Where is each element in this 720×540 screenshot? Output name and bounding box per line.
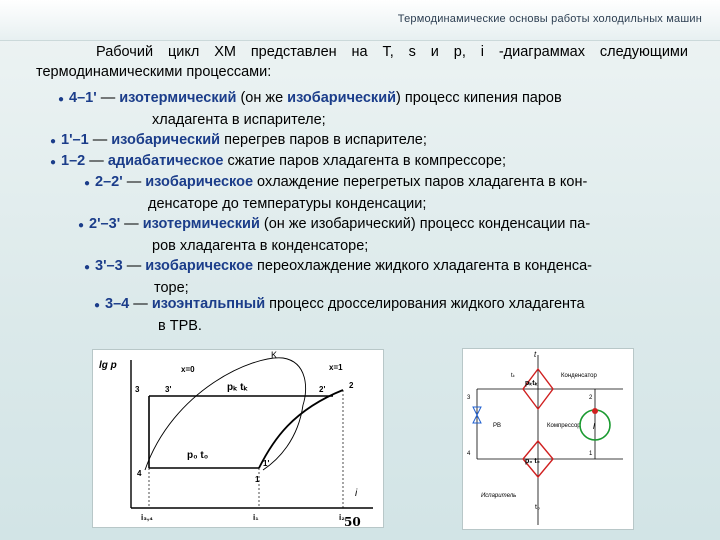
i34-label: i₃,₄ <box>141 513 153 522</box>
condensing-pressure-label: pₖ tₖ <box>227 382 248 393</box>
node-1-label: 1 <box>589 451 593 457</box>
tk-label: tₖ <box>511 373 516 379</box>
point-1p-label: 1' <box>263 459 270 468</box>
point-4-label: 4 <box>137 469 142 478</box>
item-text-line2: хладагента в испарителе; <box>152 112 326 128</box>
bullet-icon: ● <box>58 94 65 105</box>
evaporator-label: Испаритель <box>481 493 517 499</box>
item-text-line2: в ТРВ. <box>158 318 202 334</box>
process-label: 2–2' <box>95 174 123 190</box>
point-3p-label: 3' <box>165 385 172 394</box>
slide-header <box>0 0 720 41</box>
list-item <box>58 88 562 130</box>
point-3-label: 3 <box>135 385 140 394</box>
x1-label: x=1 <box>329 363 343 372</box>
keyword: изотермический <box>119 90 237 106</box>
list-item <box>84 256 592 298</box>
bullet-icon: ● <box>84 178 91 189</box>
dash: — <box>122 258 146 274</box>
item-text: охлаждение перегретых паров хладагента в кон- <box>253 174 588 190</box>
item-text: перегрев паров в испарителе; <box>220 132 427 148</box>
node-2-label: 2 <box>589 395 593 401</box>
node-4-label: 4 <box>467 451 471 457</box>
lgp-i-diagram-svg <box>93 350 383 527</box>
keyword: изоэнтальпный <box>151 296 266 312</box>
item-text: (он же <box>236 90 288 106</box>
item-text-line2: торе; <box>154 280 189 296</box>
page-number: 50 <box>344 515 361 529</box>
dash: — <box>122 174 146 190</box>
work-label: l <box>593 422 595 431</box>
expansion-valve-label: РВ <box>493 423 502 429</box>
compression-line <box>259 390 343 468</box>
dash: — <box>129 296 152 312</box>
x-axis-label: i <box>355 488 358 499</box>
point-1-label: 1 <box>255 475 260 484</box>
item-text-line2: денсаторе до температуры конденсации; <box>148 196 427 212</box>
discharge-marker <box>592 408 598 414</box>
bullet-icon: ● <box>94 300 101 311</box>
process-label: 3–4 <box>105 296 130 312</box>
header-title: Термодинамические основы работы холодильных машин <box>397 13 702 25</box>
bullet-icon: ● <box>78 220 85 231</box>
i1-label: i₁ <box>253 513 259 522</box>
process-label: 2'–3' <box>89 216 121 232</box>
list-item <box>50 130 427 152</box>
process-label: 1–2 <box>61 153 86 169</box>
keyword: изобарическое <box>145 258 254 274</box>
process-label: 1'–1 <box>61 132 89 148</box>
critical-point-label: K <box>271 350 278 360</box>
evaporating-pressure-label: p₀ t₀ <box>187 450 209 461</box>
node-3-label: 3 <box>467 395 471 401</box>
item-text: переохлаждение жидкого хладагента в конденса- <box>253 258 592 274</box>
p0-t0-label: p₀ t₀ <box>525 458 540 465</box>
keyword: адиабатическое <box>107 153 224 169</box>
bullet-icon: ● <box>50 136 57 147</box>
y-axis-label: lg p <box>99 360 117 371</box>
t0-label: t₀ <box>535 504 540 511</box>
keyword: изобарический <box>287 90 397 106</box>
dash: — <box>96 90 120 106</box>
bullet-icon: ● <box>50 157 57 168</box>
list-item <box>84 172 587 214</box>
lgp-i-diagram <box>92 349 384 528</box>
keyword: изобарический <box>111 132 221 148</box>
process-label: 3'–3 <box>95 258 123 274</box>
item-text: ) процесс кипения паров <box>396 90 562 106</box>
dash: — <box>85 153 108 169</box>
t-axis-label: t <box>534 350 537 359</box>
compressor-label: Компрессор <box>547 423 581 429</box>
process-label: 4–1' <box>69 90 97 106</box>
item-text-line2: ров хладагента в конденсаторе; <box>152 238 369 254</box>
intro-paragraph <box>36 42 688 82</box>
item-text: (он же изобарический) процесс конденсации па- <box>259 216 591 232</box>
intro-text: Рабочий цикл ХМ представлен на T, s и p, i -диаграммах следующими термодинамическими процессами: <box>36 44 688 80</box>
list-item <box>50 151 506 173</box>
point-2-label: 2 <box>349 381 354 390</box>
schematic-svg <box>463 349 633 529</box>
bullet-icon: ● <box>84 262 91 273</box>
item-text: сжатие паров хладагента в компрессоре; <box>223 153 506 169</box>
pk-tk-label: pₖtₖ <box>525 380 538 387</box>
keyword: изобарическое <box>145 174 254 190</box>
i2-label: i₂ <box>339 513 345 522</box>
dash: — <box>120 216 143 232</box>
item-text: процесс дросселирования жидкого хладагента <box>265 296 585 312</box>
condenser-label: Конденсатор <box>561 373 597 379</box>
x0-label: x=0 <box>181 365 195 374</box>
list-item <box>78 214 590 256</box>
list-item <box>94 294 585 336</box>
keyword: изотермический <box>142 216 260 232</box>
dash: — <box>88 132 112 148</box>
point-2p-label: 2' <box>319 385 326 394</box>
refrigeration-schematic <box>462 348 634 530</box>
